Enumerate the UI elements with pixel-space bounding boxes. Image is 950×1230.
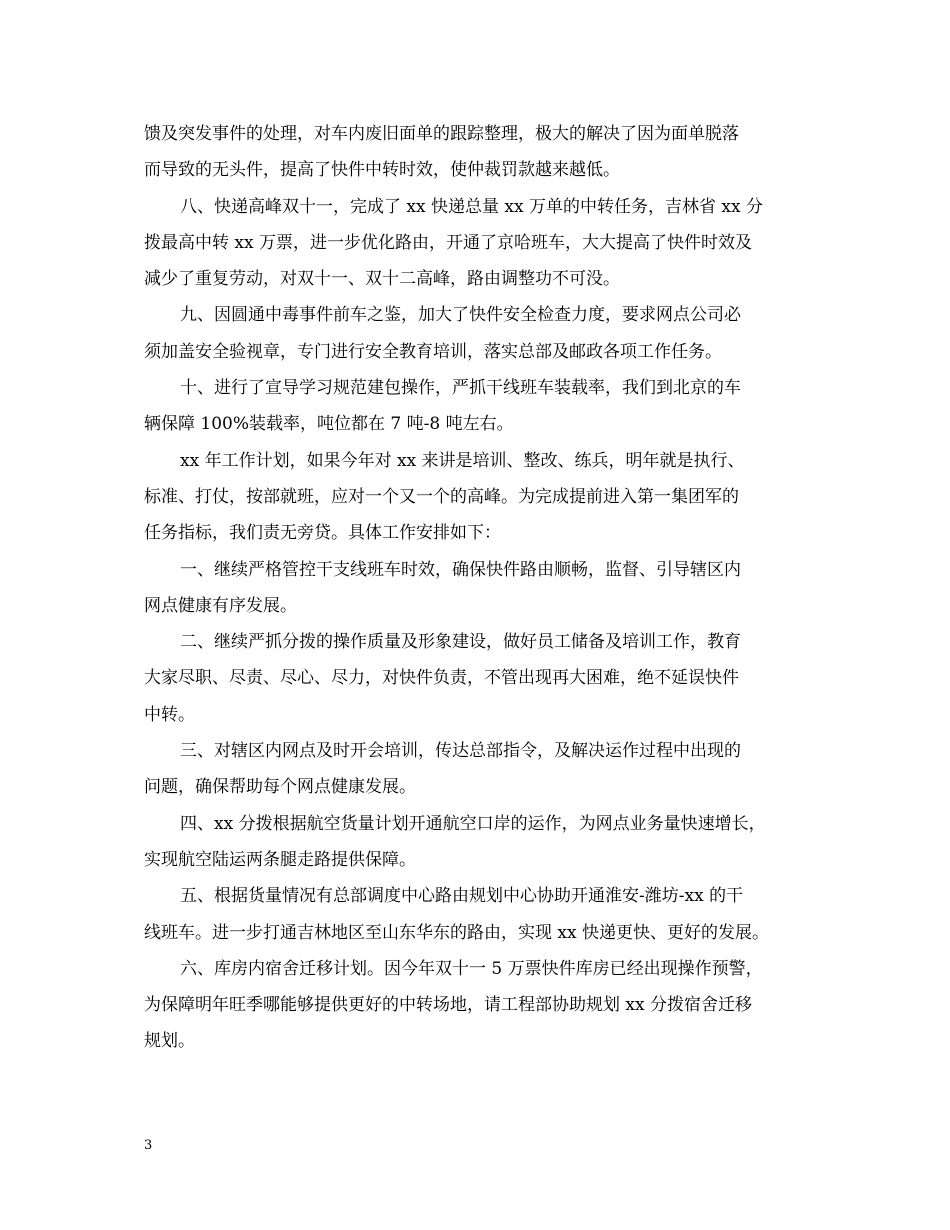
paragraph-line: 八、快递高峰双十一，完成了 xx 快递总量 xx 万单的中转任务，吉林省 xx 分	[180, 196, 763, 217]
paragraph-line: 十、进行了宣导学习规范建包操作，严抓干线班车装载率，我们到北京的车	[180, 378, 741, 399]
paragraph-line: 中转。	[144, 704, 195, 725]
paragraph	[144, 624, 812, 733]
paragraph-line: 五、根据货量情况有总部调度中心路由规划中心协助开通淮安-潍坊-xx 的干	[180, 886, 744, 907]
paragraph-line: 问题，确保帮助每个网点健康发展。	[144, 777, 416, 798]
paragraph	[144, 116, 812, 189]
paragraph-line: 拨最高中转 xx 万票，进一步优化路由，开通了京哈班车，大大提高了快件时效及	[144, 232, 752, 253]
paragraph-line: 四、xx 分拨根据航空货量计划开通航空口岸的运作，为网点业务量快速增长，	[180, 813, 766, 834]
paragraph-line: 大家尽职、尽责、尽心、尽力，对快件负责，不管出现再大困难，绝不延误快件	[144, 668, 739, 689]
paragraph-line: 一、继续严格管控干支线班车时效，确保快件路由顺畅，监督、引导辖区内	[180, 559, 741, 580]
paragraph	[144, 297, 812, 370]
paragraph-line: 须加盖安全验视章，专门进行安全教育培训，落实总部及邮政各项工作任务。	[144, 341, 722, 362]
paragraph	[144, 951, 812, 1060]
paragraph-line: xx 年工作计划，如果今年对 xx 来讲是培训、整改、练兵，明年就是执行、	[180, 450, 745, 471]
paragraph-line: 九、因圆通中毒事件前车之鉴，加大了快件安全检查力度，要求网点公司必	[180, 305, 741, 326]
paragraph-line: 六、库房内宿舍迁移计划。因今年双十一 5 万票快件库房已经出现操作预警，	[180, 958, 763, 979]
paragraph-line: 而导致的无头件，提高了快件中转时效，使仲裁罚款越来越低。	[144, 160, 620, 181]
paragraph-line: 辆保障 100%装载率，吨位都在 7 吨-8 吨左右。	[144, 414, 514, 435]
paragraph	[144, 552, 812, 625]
paragraph-line: 馈及突发事件的处理，对车内废旧面单的跟踪整理，极大的解决了因为面单脱落	[144, 124, 739, 144]
paragraph-line: 减少了重复劳动，对双十一、双十二高峰，路由调整功不可没。	[144, 269, 620, 290]
paragraph-line: 标准、打仗，按部就班，应对一个又一个的高峰。为完成提前进入第一集团军的	[144, 486, 739, 507]
paragraph	[144, 806, 812, 879]
paragraph	[144, 443, 812, 552]
paragraph-line: 为保障明年旺季哪能够提供更好的中转场地，请工程部协助规划 xx 分拨宿舍迁移	[144, 995, 752, 1016]
paragraph	[144, 189, 812, 298]
paragraph-line: 任务指标，我们责无旁贷。具体工作安排如下：	[144, 523, 501, 544]
paragraph-line: 网点健康有序发展。	[144, 595, 297, 616]
paragraph	[144, 878, 812, 951]
body-text	[144, 116, 812, 1060]
page-number: 3	[144, 1138, 153, 1153]
paragraph	[144, 370, 812, 443]
paragraph	[144, 733, 812, 806]
paragraph-line: 规划。	[144, 1031, 195, 1052]
paragraph-line: 线班车。进一步打通吉林地区至山东华东的路由，实现 xx 快递更快、更好的发展。	[144, 922, 769, 943]
paragraph-line: 实现航空陆运两条腿走路提供保障。	[144, 849, 416, 870]
paragraph-line: 三、对辖区内网点及时开会培训，传达总部指令，及解决运作过程中出现的	[180, 741, 741, 762]
paragraph-line: 二、继续严抓分拨的操作质量及形象建设，做好员工储备及培训工作，教育	[180, 632, 741, 653]
